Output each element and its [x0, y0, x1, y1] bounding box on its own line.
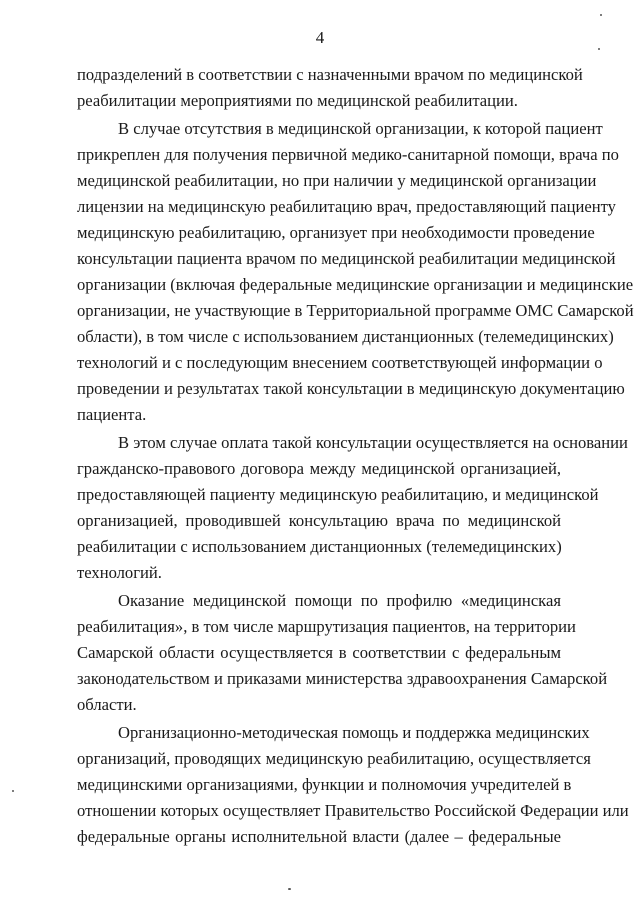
- text-line: технологий.: [77, 563, 162, 582]
- paragraph: [77, 430, 628, 586]
- text-line: технологий и с последующим внесением соответствующей информации о: [77, 353, 603, 372]
- text-line: пациента.: [77, 405, 147, 424]
- scan-speck: [600, 14, 602, 16]
- text-line: медицинскими организациями, функции и полномочия учредителей в: [77, 775, 572, 794]
- text-line: прикреплен для получения первичной медико-санитарной помощи, врача по: [77, 145, 619, 164]
- text-line: лицензии на медицинскую реабилитацию врач, предоставляющий пациенту: [77, 197, 616, 216]
- text-line: реабилитации с использованием дистанционных (телемедицинских): [77, 537, 562, 556]
- paragraph: [77, 62, 583, 114]
- text-line: реабилитации мероприятиями по медицинской реабилитации.: [77, 91, 518, 110]
- text-line: подразделений в соответствии с назначенными врачом по медицинской: [77, 65, 583, 84]
- text-line: Оказание медицинской помощи по профилю «медицинская: [118, 591, 561, 610]
- scan-speck: [288, 888, 291, 890]
- text-line: реабилитация», в том числе маршрутизация пациентов, на территории: [77, 617, 576, 636]
- text-line: медицинской реабилитации, но при наличии у медицинской организации: [77, 171, 597, 190]
- text-line: Организационно-методическая помощь и поддержка медицинских: [118, 723, 590, 742]
- text-line: организации, не участвующие в Территориальной программе ОМС Самарской: [77, 301, 634, 320]
- text-line: области), в том числе с использованием дистанционных (телемедицинских): [77, 327, 614, 346]
- text-line: области.: [77, 695, 137, 714]
- scan-speck: [598, 48, 600, 50]
- paragraph: [77, 720, 629, 850]
- text-line: проведении и результатах такой консультации в медицинскую документацию: [77, 379, 625, 398]
- paragraph: [77, 588, 608, 718]
- text-line: организаций, проводящих медицинскую реабилитацию, осуществляется: [77, 749, 591, 768]
- text-line: отношении которых осуществляет Правительство Российской Федерации или: [77, 801, 629, 820]
- text-line: организации (включая федеральные медицинские организации и медицинские: [77, 275, 634, 294]
- document-body: [77, 62, 634, 850]
- text-line: предоставляющей пациенту медицинскую реабилитацию, и медицинской: [77, 485, 599, 504]
- text-line: медицинскую реабилитацию, организует при необходимости проведение: [77, 223, 595, 242]
- text-line: законодательством и приказами министерства здравоохранения Самарской: [77, 669, 608, 688]
- text-line: В случае отсутствия в медицинской организации, к которой пациент: [118, 119, 603, 138]
- page-number: 4: [315, 28, 325, 47]
- text-line: В этом случае оплата такой консультации осуществляется на основании: [118, 433, 628, 452]
- paragraph: [77, 116, 634, 428]
- text-line: гражданско-правового договора между медицинской организацией,: [77, 459, 561, 478]
- text-line: консультации пациента врачом по медицинской реабилитации медицинской: [77, 249, 616, 268]
- scan-speck: [12, 790, 14, 792]
- text-line: федеральные органы исполнительной власти (далее – федеральные: [77, 827, 561, 846]
- text-line: организацией, проводившей консультацию врача по медицинской: [77, 511, 561, 530]
- text-line: Самарской области осуществляется в соответствии с федеральным: [77, 643, 561, 662]
